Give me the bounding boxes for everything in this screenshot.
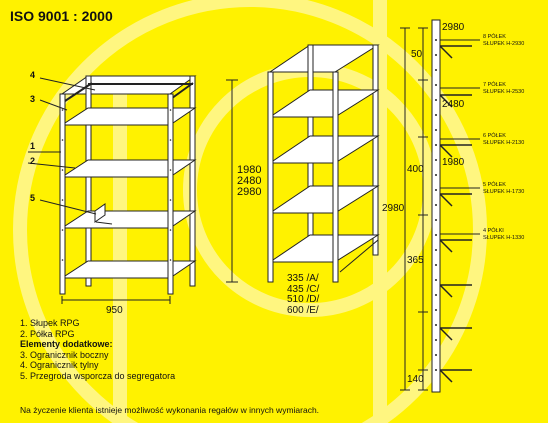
legend-extras-heading: Elementy dodatkowe:: [20, 339, 113, 349]
callout-1: 1: [30, 141, 36, 151]
spacing-400: 400: [407, 164, 424, 175]
depth-c: 435 /C/: [287, 283, 320, 295]
depth-e: 600 /E/: [287, 304, 319, 316]
iso-certification-label: ISO 9001 : 2000: [10, 8, 113, 24]
custom-dimensions-note: Na życzenie klienta istnieje możliwość wykonania regałów w innych wymiarach.: [20, 405, 320, 415]
legend-item-2: 2. Półka RPG: [20, 328, 75, 339]
depth-d: 510 /D/: [287, 294, 320, 305]
callout-4: 4: [30, 70, 36, 80]
legend-item-3: 3. Ogranicznik boczny: [20, 349, 109, 360]
mark-2980: 2980: [442, 22, 465, 33]
parts-legend: [20, 318, 175, 381]
spacing-365: 365: [407, 255, 424, 266]
spacing-140: 140: [407, 374, 424, 385]
width-dimension-label: 950: [106, 305, 123, 316]
legend-item-4: 4. Ogranicznik tylny: [20, 360, 99, 370]
spacing-50: 50: [411, 49, 423, 60]
post-height-2980: 2980: [382, 203, 405, 214]
callout-5: 5: [30, 193, 36, 203]
mark-2480: 2480: [442, 99, 465, 110]
legend-item-1: 1. Słupek RPG: [20, 318, 80, 328]
variant-8-shelves: 8 PÓŁEK SŁUPEK H-2930: [483, 34, 525, 47]
variant-6-shelves: 6 PÓŁEK SŁUPEK H-2130: [483, 133, 525, 146]
legend-item-5: 5. Przegroda wsporcza do segregatora: [20, 370, 176, 381]
depth-options: [287, 274, 319, 316]
height-1980: 1980: [237, 164, 262, 176]
mark-1980: 1980: [442, 157, 465, 168]
depth-a: 335 /A/: [287, 273, 319, 284]
callout-2: 2: [30, 156, 36, 166]
height-2980: 2980: [237, 186, 262, 198]
height-2480: 2480: [237, 175, 262, 187]
variant-5-shelves: 5 PÓŁEK SŁUPEK H-1730: [483, 182, 525, 195]
variant-7-shelves: 7 PÓŁEK SŁUPEK H-2530: [483, 82, 525, 95]
variant-4-shelves: 4 PÓŁKI SŁUPEK H-1330: [483, 228, 525, 241]
callout-3: 3: [30, 94, 36, 104]
